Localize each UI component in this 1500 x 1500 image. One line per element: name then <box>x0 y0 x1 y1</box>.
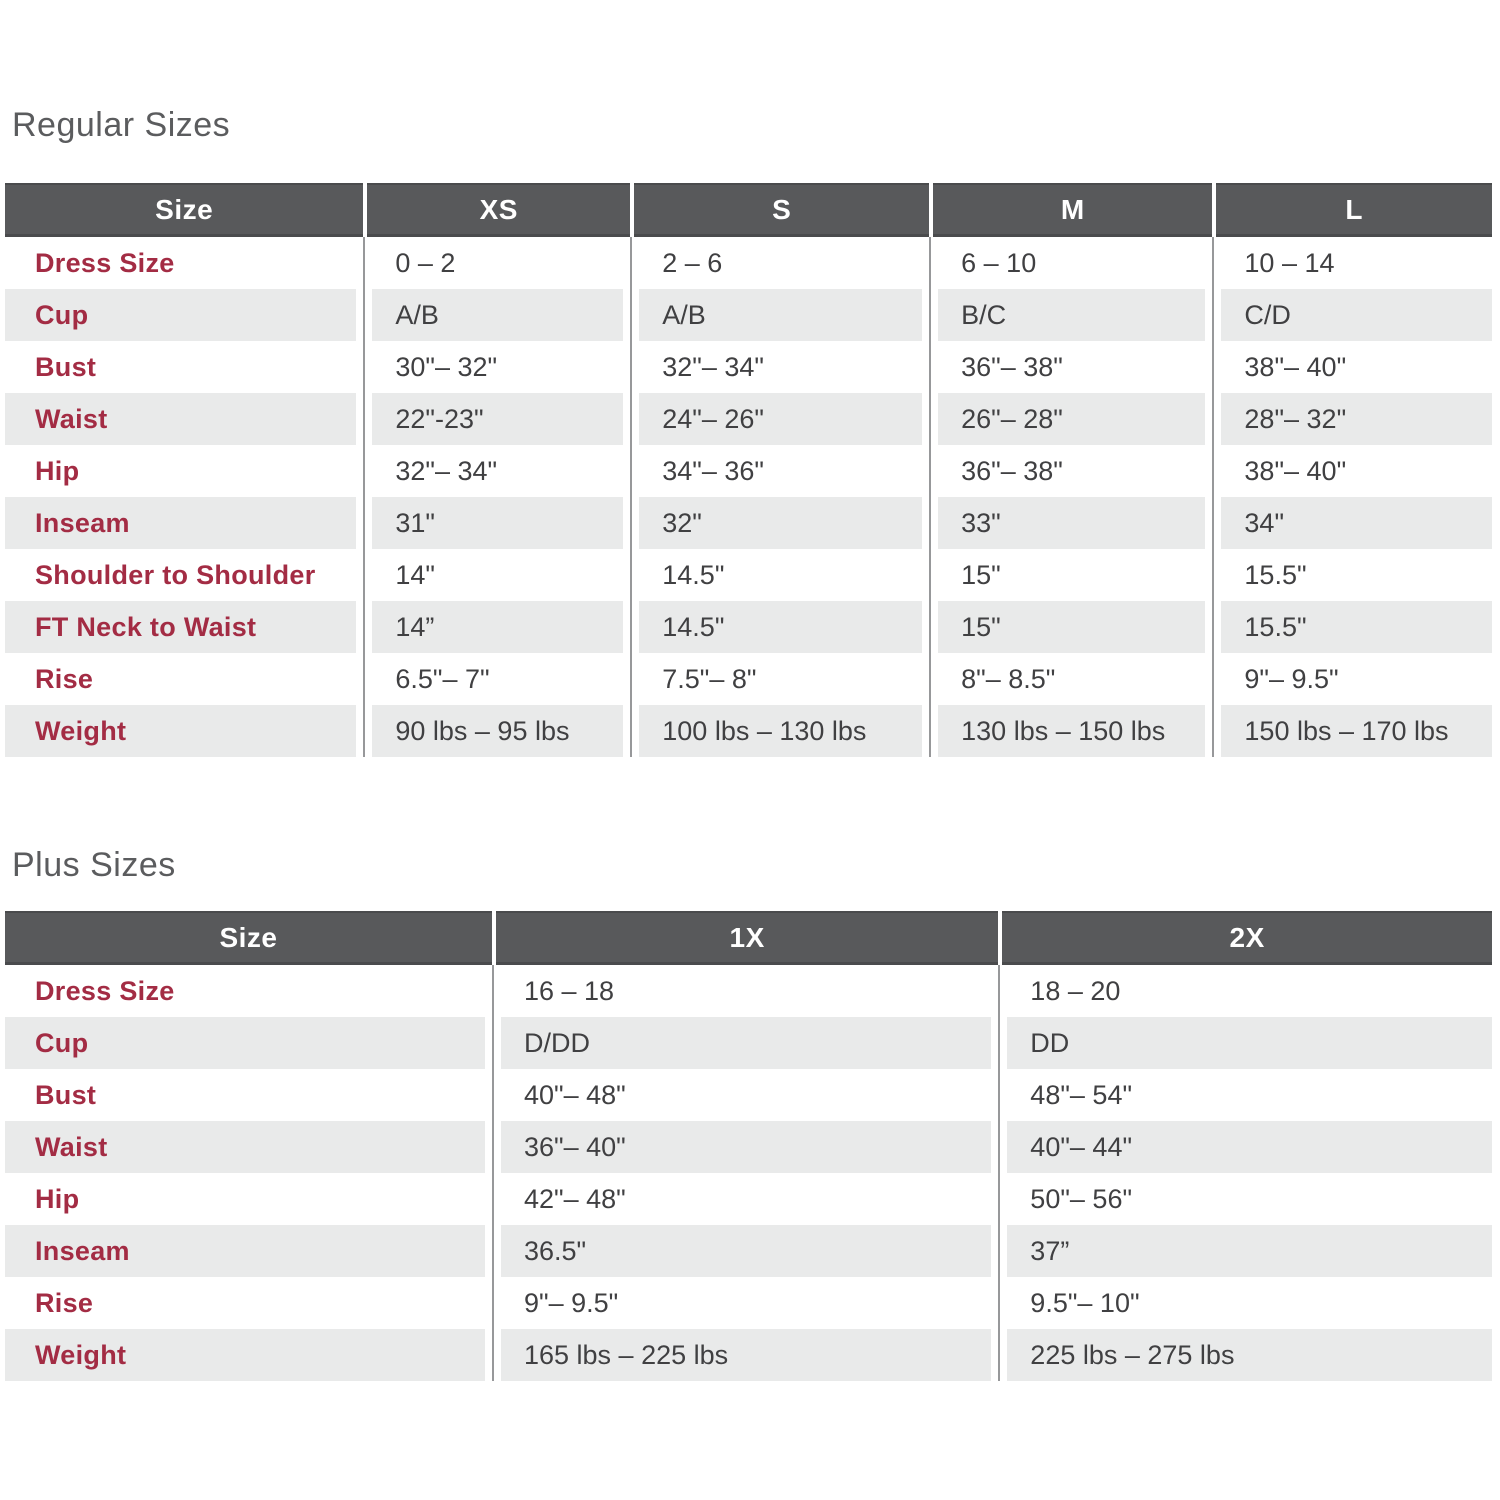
size-value-cell: 9"– 9.5" <box>492 1277 998 1329</box>
row-label: Rise <box>35 663 94 694</box>
size-value-cell: 14.5" <box>630 601 929 653</box>
table-row <box>5 705 1492 757</box>
plus-sizes-title: Plus Sizes <box>12 846 176 884</box>
row-label: Inseam <box>5 1225 492 1277</box>
row-label: Bust <box>35 1079 97 1110</box>
size-value-cell: 22"-23" <box>363 393 630 445</box>
table-row <box>5 1329 1492 1381</box>
size-value-cell: 31" <box>363 497 630 549</box>
row-label: Cup <box>5 289 363 341</box>
size-value-cell: A/B <box>630 289 929 341</box>
row-label: Dress Size <box>35 247 175 278</box>
size-value-cell: 32" <box>630 497 929 549</box>
size-value-cell: 9"– 9.5" <box>1212 653 1492 705</box>
row-label: Weight <box>5 705 363 757</box>
size-value-cell: 50"– 56" <box>998 1173 1492 1225</box>
size-value-cell: 28"– 32" <box>1212 393 1492 445</box>
size-value-cell: 16 – 18 <box>492 965 998 1017</box>
size-value-cell: 150 lbs – 170 lbs <box>1212 705 1492 757</box>
row-label: Shoulder to Shoulder <box>35 559 316 590</box>
row-label: Waist <box>5 1121 492 1173</box>
size-value-cell: 6.5"– 7" <box>363 653 630 705</box>
row-label: FT Neck to Waist <box>5 601 363 653</box>
size-value-cell: 34" <box>1212 497 1492 549</box>
size-value-cell: 225 lbs – 275 lbs <box>998 1329 1492 1381</box>
table-row <box>5 601 1492 653</box>
size-value-cell: 48"– 54" <box>998 1069 1492 1121</box>
table-body <box>5 965 1492 1381</box>
size-value-cell: 130 lbs – 150 lbs <box>929 705 1212 757</box>
table-row <box>5 1017 1492 1069</box>
size-value-cell: 18 – 20 <box>998 965 1492 1017</box>
table-row <box>5 1277 1492 1329</box>
size-value-cell: 36"– 38" <box>929 445 1212 497</box>
size-value-cell: 10 – 14 <box>1212 237 1492 289</box>
column-header: XS <box>363 183 630 237</box>
regular-sizes-title: Regular Sizes <box>12 106 231 144</box>
table-row <box>5 1069 1492 1121</box>
size-value-cell: 90 lbs – 95 lbs <box>363 705 630 757</box>
table-row <box>5 653 1492 705</box>
size-value-cell: 15.5" <box>1212 601 1492 653</box>
table-header-row <box>5 911 1492 965</box>
size-value-cell: 14" <box>363 549 630 601</box>
row-label: Dress Size <box>35 975 175 1006</box>
table-row <box>5 289 1492 341</box>
row-label: Hip <box>35 455 80 486</box>
size-value-cell: 40"– 44" <box>998 1121 1492 1173</box>
table-row <box>5 1121 1492 1173</box>
size-value-cell: 38"– 40" <box>1212 341 1492 393</box>
size-value-cell: 37” <box>998 1225 1492 1277</box>
size-value-cell: 36.5" <box>492 1225 998 1277</box>
table-row <box>5 341 1492 393</box>
size-value-cell: 32"– 34" <box>363 445 630 497</box>
size-value-cell: 15" <box>929 601 1212 653</box>
size-value-cell: 2 – 6 <box>630 237 929 289</box>
column-header: 2X <box>998 911 1492 965</box>
table-body <box>5 237 1492 757</box>
size-value-cell: A/B <box>363 289 630 341</box>
table-row <box>5 965 1492 1017</box>
table-header-row <box>5 183 1492 237</box>
column-header: 1X <box>492 911 998 965</box>
size-value-cell: 30"– 32" <box>363 341 630 393</box>
size-value-cell: 36"– 40" <box>492 1121 998 1173</box>
row-label: Hip <box>35 1183 80 1214</box>
size-value-cell: 15" <box>929 549 1212 601</box>
size-value-cell: C/D <box>1212 289 1492 341</box>
size-value-cell: DD <box>998 1017 1492 1069</box>
size-value-cell: 42"– 48" <box>492 1173 998 1225</box>
size-value-cell: 8"– 8.5" <box>929 653 1212 705</box>
row-label: Rise <box>35 1287 94 1318</box>
size-value-cell: 7.5"– 8" <box>630 653 929 705</box>
size-value-cell: 38"– 40" <box>1212 445 1492 497</box>
column-header: Size <box>5 911 492 965</box>
size-value-cell: B/C <box>929 289 1212 341</box>
size-value-cell: 24"– 26" <box>630 393 929 445</box>
table-row <box>5 1173 1492 1225</box>
table-row <box>5 445 1492 497</box>
column-header: Size <box>5 183 363 237</box>
table-row <box>5 393 1492 445</box>
row-label: Bust <box>35 351 97 382</box>
size-value-cell: 14” <box>363 601 630 653</box>
size-value-cell: 32"– 34" <box>630 341 929 393</box>
size-value-cell: 26"– 28" <box>929 393 1212 445</box>
size-value-cell: 36"– 38" <box>929 341 1212 393</box>
size-value-cell: 6 – 10 <box>929 237 1212 289</box>
size-value-cell: 34"– 36" <box>630 445 929 497</box>
size-value-cell: D/DD <box>492 1017 998 1069</box>
size-value-cell: 40"– 48" <box>492 1069 998 1121</box>
size-value-cell: 0 – 2 <box>363 237 630 289</box>
row-label: Waist <box>5 393 363 445</box>
table-row <box>5 237 1492 289</box>
table-row <box>5 1225 1492 1277</box>
plus-sizes-table <box>5 911 1492 1381</box>
column-header: L <box>1212 183 1492 237</box>
table-row <box>5 497 1492 549</box>
row-label: Inseam <box>5 497 363 549</box>
column-header: M <box>929 183 1212 237</box>
column-header: S <box>630 183 929 237</box>
size-value-cell: 33" <box>929 497 1212 549</box>
size-value-cell: 14.5" <box>630 549 929 601</box>
size-value-cell: 100 lbs – 130 lbs <box>630 705 929 757</box>
size-value-cell: 9.5"– 10" <box>998 1277 1492 1329</box>
regular-sizes-table <box>5 183 1492 757</box>
size-value-cell: 15.5" <box>1212 549 1492 601</box>
table-row <box>5 549 1492 601</box>
row-label: Cup <box>5 1017 492 1069</box>
size-value-cell: 165 lbs – 225 lbs <box>492 1329 998 1381</box>
row-label: Weight <box>5 1329 492 1381</box>
